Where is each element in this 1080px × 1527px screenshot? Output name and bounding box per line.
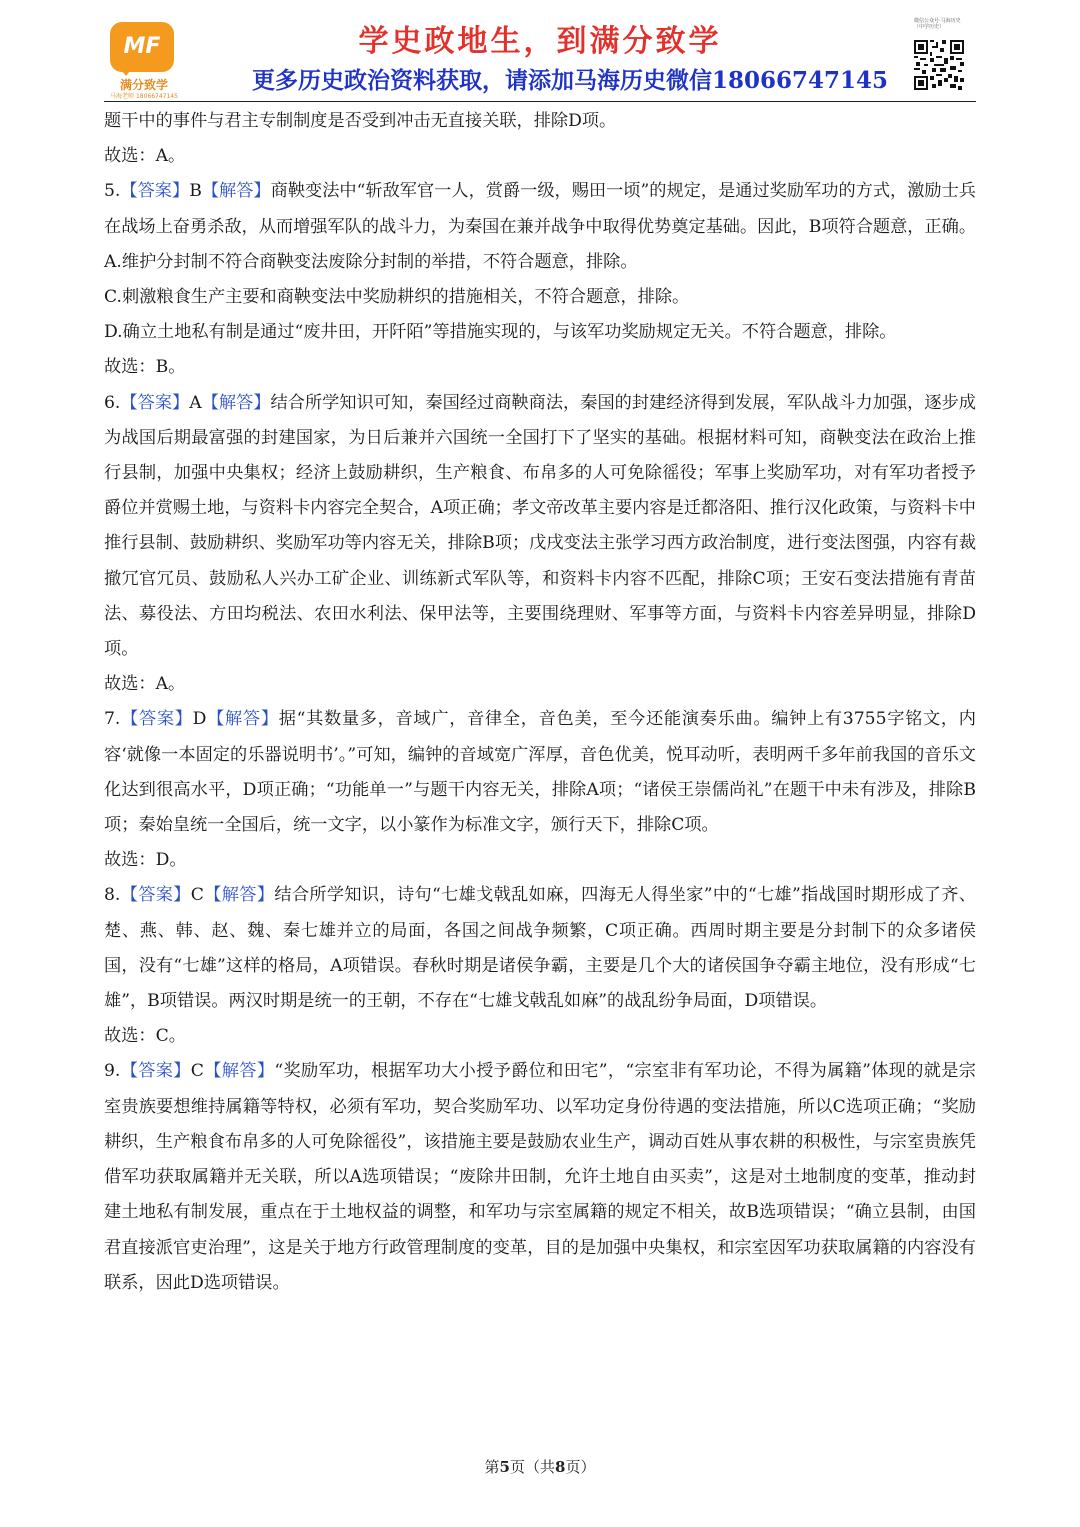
q9-number: 9. xyxy=(104,1061,121,1082)
footer-suffix: 页） xyxy=(565,1458,596,1476)
q6-explain-tag: 【解答】 xyxy=(201,392,271,413)
q5-answer-tag: 【答案】 xyxy=(120,181,190,202)
header-title: 学史政地生，到满分致学 xyxy=(358,24,722,59)
q8-explanation: 结合所学知识，诗句“七雄戈戟乱如麻，四海无人得坐家”中的“七雄”指战国时期形成了齐、楚、燕、韩、赵、魏、秦七雄并立的局面，各国之间战争频繁，C项正确。西周时期主要是分封制下的众多诸侯国，没有“七雄”这样的格局，A项错误。春秋时期是诸侯争霸，主要是几个大的诸侯国争夺霸主地位，没有形成“七雄”，B项错误。两汉时期是统一的王朝，不存在“七雄戈戟乱如麻”的战乱纷争局面，D项错误。 xyxy=(104,885,976,1012)
page-footer xyxy=(0,1456,1080,1477)
q8-answer: C xyxy=(190,885,204,906)
q5-option-d: D.确立土地私有制是通过“废井田，开阡陌”等措施实现的，与该军功奖励规定无关。不符合题意，排除。 xyxy=(104,322,897,343)
q5-explanation: 商鞅变法中“斩敌军官一人，赏爵一级，赐田一顷”的规定，是通过奖励军功的方式，激励士兵在战场上奋勇杀敌，从而增强军队的战斗力，为秦国在兼并战争中取得优势奠定基础。因此，B项符合题意，正确。 xyxy=(104,181,977,237)
intro-choice: 故选：A。 xyxy=(104,146,186,167)
q5-number: 5. xyxy=(104,181,121,202)
q7-explain-tag: 【解答】 xyxy=(206,709,279,730)
qr-code-icon xyxy=(914,40,964,90)
footer-prefix: 第 xyxy=(484,1458,500,1476)
logo-bubble-tail xyxy=(118,66,134,76)
header-subtitle: 更多历史政治资料获取，请添加马海历史微信18066747145 xyxy=(252,67,889,94)
question-5 xyxy=(104,174,976,244)
q8-explain-tag: 【解答】 xyxy=(203,885,275,906)
q7-answer-tag: 【答案】 xyxy=(120,709,193,730)
q7-number: 7. xyxy=(104,709,121,730)
q7-answer: D xyxy=(192,709,207,730)
logo-text: MF xyxy=(123,34,161,59)
q7-final-answer: 故选：D。 xyxy=(104,850,187,871)
q5-explain-tag: 【解答】 xyxy=(201,181,271,202)
q5-option-a: A.维护分封制不符合商鞅变法废除分封制的举措，不符合题意，排除。 xyxy=(104,251,638,272)
q5-answer: B xyxy=(189,181,202,202)
q6-final-answer: 故选：A。 xyxy=(104,674,186,695)
q9-answer: C xyxy=(190,1061,204,1082)
question-7 xyxy=(104,702,976,843)
footer-mid: 页（共 xyxy=(509,1458,555,1476)
logo-subtitle: 马海老师 18066747145 xyxy=(110,93,178,100)
header-divider xyxy=(104,101,976,102)
question-8 xyxy=(104,878,976,1019)
q6-answer-tag: 【答案】 xyxy=(120,392,190,413)
q9-explain-tag: 【解答】 xyxy=(203,1061,275,1082)
q5-final-answer: 故选：B。 xyxy=(104,357,186,378)
page-number: 5 xyxy=(499,1458,510,1476)
question-9 xyxy=(104,1054,976,1300)
qr-caption: 微信公众号·马海历史（中学历史） xyxy=(914,18,961,30)
q6-answer: A xyxy=(189,392,202,413)
q8-answer-tag: 【答案】 xyxy=(120,885,191,906)
logo-name: 满分致学 xyxy=(119,78,168,92)
q6-number: 6. xyxy=(104,392,121,413)
total-pages: 8 xyxy=(555,1458,566,1476)
q8-number: 8. xyxy=(104,885,121,906)
question-6 xyxy=(104,386,976,668)
answer-content xyxy=(104,104,976,1301)
q9-explanation: “奖励军功，根据军功大小授予爵位和田宅”，“宗室非有军功论，不得为属籍”体现的就是宗室贵族要想维持属籍等特权，必须有军功，契合奖励军功、以军功定身份待遇的变法措施，所以C选项正确；“奖励耕织，生产粮食布帛多的人可免除徭役”，该措施主要是鼓励农业生产，调动百姓从事农耕的积极性，与宗室贵族凭借军功获取属籍并无关联，所以A选项错误；“废除井田制，允许土地自由买卖”，这是对土地制度的变革，推动封建土地私有制发展，重点在于土地权益的调整，和军功与宗室属籍的规定不相关，故B选项错误；“确立县制，由国君直接派官吏治理”，这是关于地方行政管理制度的变革，目的是加强中央集权，和宗室因军功获取属籍的内容没有联系，因此D选项错误。 xyxy=(104,1061,976,1293)
page-header xyxy=(0,0,1080,104)
q5-option-c: C.刺激粮食生产主要和商鞅变法中奖励耕织的措施相关，不符合题意，排除。 xyxy=(104,287,690,308)
q9-answer-tag: 【答案】 xyxy=(120,1061,191,1082)
intro-line: 题干中的事件与君主专制制度是否受到冲击无直接关联，排除D项。 xyxy=(104,111,617,131)
q6-explanation: 结合所学知识可知，秦国经过商鞅商法，秦国的封建经济得到发展，军队战斗力加强，逐步成为战国后期最富强的封建国家，为日后兼并六国统一全国打下了坚实的基础。根据材料可知，商鞅变法在政治上推行县制，加强中央集权；经济上鼓励耕织，生产粮食、布帛多的人可免除徭役；军事上奖励军功，对有军功者授予爵位并赏赐土地，与资料卡内容完全契合，A项正确；孝文帝改革主要内容是迁都洛阳、推行汉化政策，与资料卡中推行县制、鼓励耕织、奖励军功等内容无关，排除B项；戊戌变法主张学习西方政治制度，进行变法图强，内容有裁撤冗官冗员、鼓励私人兴办工矿企业、训练新式军队等，和资料卡内容不匹配，排除C项；王安石变法措施有青苗法、募役法、方田均税法、农田水利法、保甲法等，主要围绕理财、军事等方面，与资料卡内容差异明显，排除D项。 xyxy=(104,392,977,660)
q8-final-answer: 故选：C。 xyxy=(104,1026,186,1047)
q7-explanation: 据“其数量多，音域广，音律全，音色美，至今还能演奏乐曲。编钟上有3755字铭文，内容‘就像一本固定的乐器说明书’。”可知，编钟的音域宽广浑厚，音色优美，悦耳动听，表明两千多年前我国的音乐文化达到很高水平，D项正确；“功能单一”与题干内容无关，排除A项；“诸侯王崇儒尚礼”在题干中未有涉及，排除B项；秦始皇统一全国后，统一文字，以小篆作为标准文字，颁行天下，排除C项。 xyxy=(104,709,976,836)
